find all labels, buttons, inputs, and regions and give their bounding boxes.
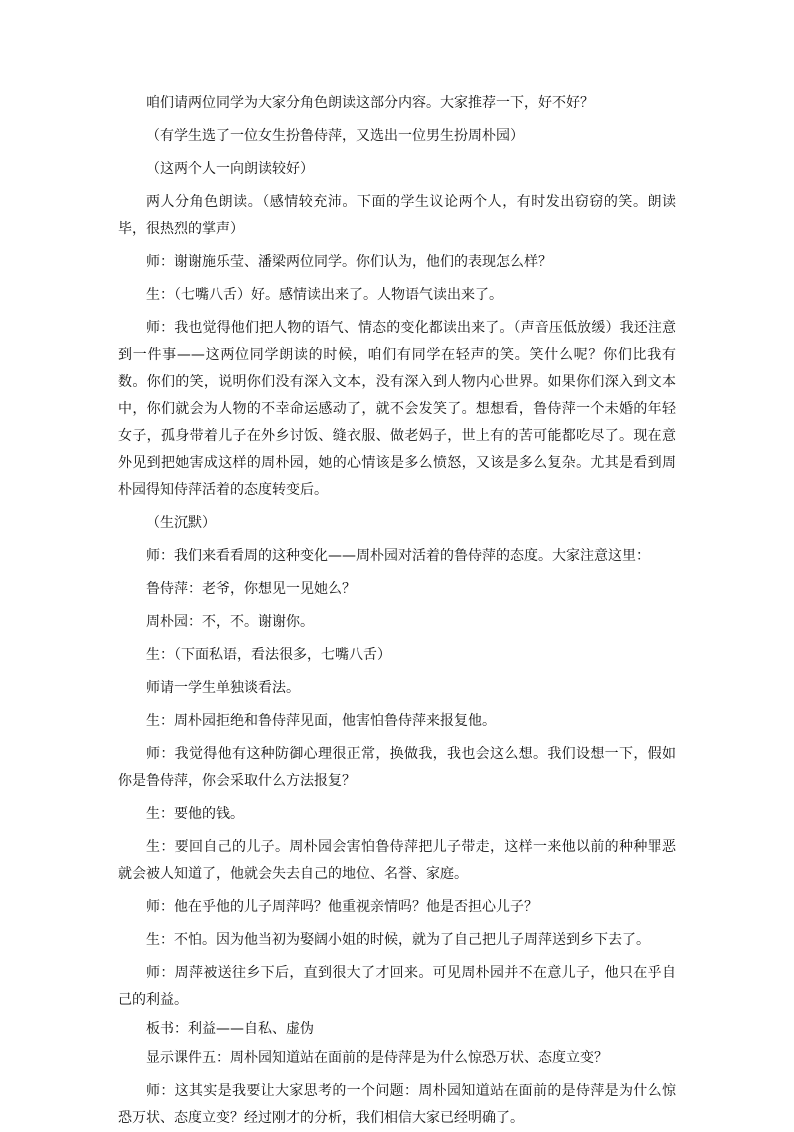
paragraph-teacher-analysis: 师：我也觉得他们把人物的语气、情态的变化都读出来了。（声音压低放缓）我还注意到一件事——这两位同学朗读的时候，咱们有同学在轻声的笑。笑什么呢？你们比我有数。你们的笑，说明你们没有深入文本，没有深入到人物内心世界。如果你们深入到文本中，你们就会为人物的不幸命运感动了，就不会发笑了。想想看，鲁侍萍一个未婚的年轻女子，孤身带着儿子在外乡讨饭、缝衣服、做老妈子，世上有的苦可能都吃尽了。现在意外见到把她害成这样的周朴园，她的心情该是多么愤怒，又该是多么复杂。尤其是看到周朴园得知侍萍活着的态度转变后。 — [118, 320, 676, 498]
paragraph-teacher-revenge: 师：我觉得他有这种防御心理很正常，换做我，我也会这么想。我们设想一下，假如你是鲁侍萍，你会采取什么方法报复？ — [118, 746, 676, 789]
paragraph-teacher-asks: 师请一学生单独谈看法。 — [146, 680, 300, 696]
paragraph-silence: （生沉默） — [146, 515, 216, 531]
paragraph-blackboard: 板书：利益——自私、虚伪 — [146, 1021, 314, 1037]
paragraph-teacher-thanks: 师：谢谢施乐莹、潘梁两位同学。你们认为，他们的表现怎么样？ — [146, 254, 552, 270]
paragraph-dialogue-lu: 鲁侍萍：老爷，你想见一见她么？ — [146, 581, 356, 597]
paragraph-student-fear: 生：不怕。因为他当初为娶阔小姐的时候，就为了自己把儿子周萍送到乡下去了。 — [146, 932, 650, 948]
paragraph-student-view: 生：周朴园拒绝和鲁侍萍见面，他害怕鲁侍萍来报复他。 — [146, 713, 496, 729]
paragraph-slide: 显示课件五：周朴园知道站在面前的是侍萍是为什么惊恐万状、态度立变？ — [146, 1050, 608, 1066]
document-page — [118, 90, 676, 1132]
paragraph-student-son: 生：要回自己的儿子。周朴园会害怕鲁侍萍把儿子带走，这样一来他以前的种种罪恶就会被人知道了，他就会失去自己的地位、名誉、家庭。 — [118, 839, 676, 882]
paragraph-reading: 两人分角色朗读。（感情较充沛。下面的学生议论两个人，有时发出窃窃的笑。朗读毕，很热烈的掌声） — [118, 194, 676, 237]
paragraph-note: （这两个人一向朗读较好） — [146, 161, 314, 177]
paragraph-student-whisper: 生：（下面私语，看法很多，七嘴八舌） — [146, 647, 391, 663]
paragraph-teacher-question: 师：他在乎他的儿子周萍吗？他重视亲情吗？他是否担心儿子？ — [146, 899, 538, 915]
paragraph-teacher-final: 师：这其实是我要让大家思考的一个问题：周朴园知道站在面前的是侍萍是为什么惊恐万状、态度立变？经过刚才的分析，我们相信大家已经明确了。 — [118, 1083, 676, 1126]
paragraph-student-money: 生：要他的钱。 — [146, 806, 244, 822]
paragraph-teacher-conclusion: 师：周萍被送往乡下后，直到很大了才回来。可见周朴园并不在意儿子，他只在乎自己的利益。 — [118, 965, 676, 1008]
paragraph-intro: 咱们请两位同学为大家分角色朗读这部分内容。大家推荐一下，好不好？ — [146, 95, 594, 111]
paragraph-teacher-look: 师：我们来看看周的这种变化——周朴园对活着的鲁侍萍的态度。大家注意这里： — [146, 548, 650, 564]
paragraph-student-selection: （有学生选了一位女生扮鲁侍萍，又选出一位男生扮周朴园） — [146, 128, 524, 144]
paragraph-student-reply: 生：（七嘴八舌）好。感情读出来了。人物语气读出来了。 — [146, 287, 503, 303]
paragraph-dialogue-zhou: 周朴园：不，不。谢谢你。 — [146, 614, 314, 630]
